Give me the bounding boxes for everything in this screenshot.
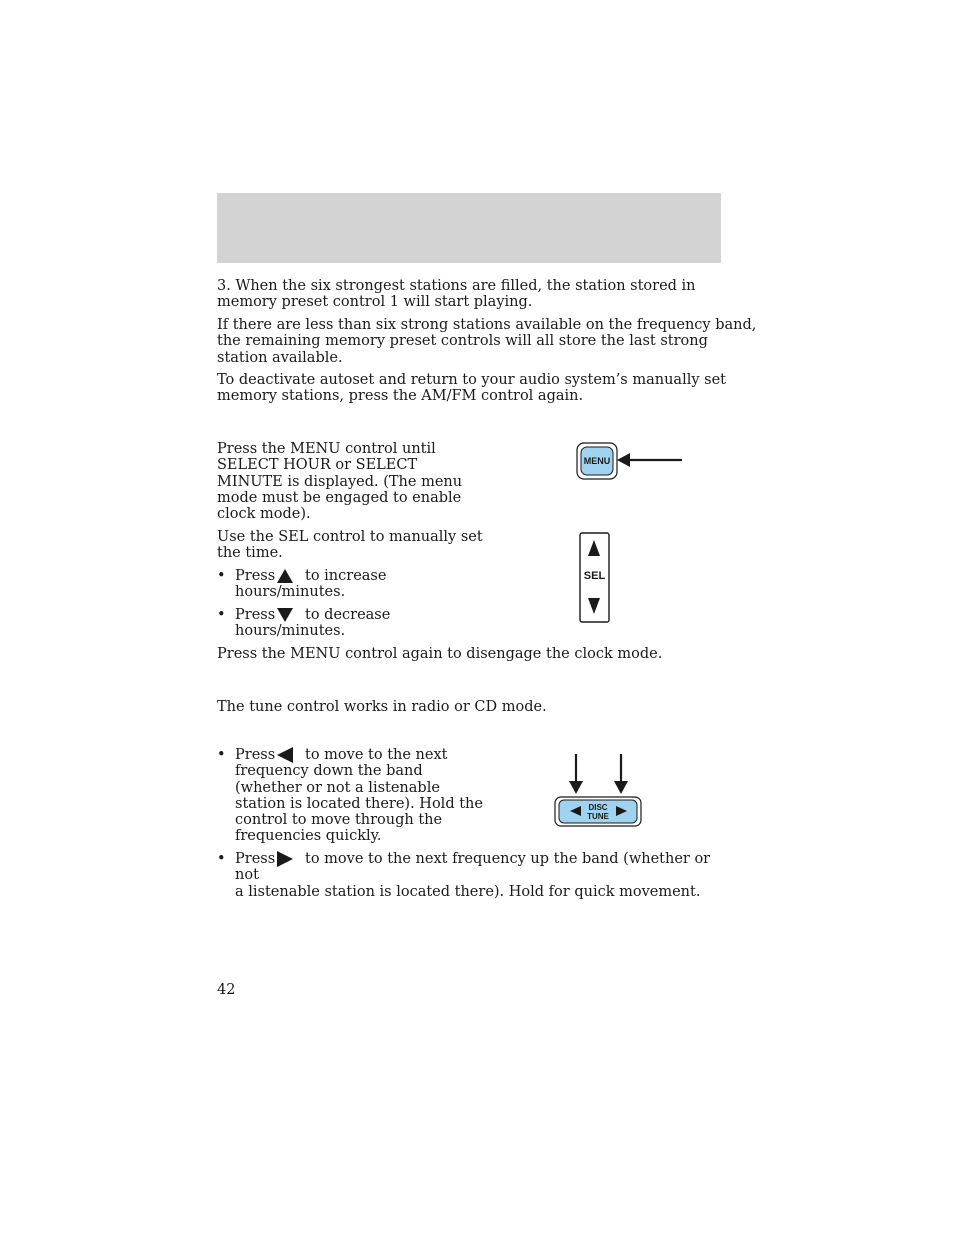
bullet-decrease-text: to decrease hours/minutes. xyxy=(235,607,391,640)
clock-sel-instruction: Use the SEL control to manually set the time. xyxy=(217,529,483,562)
sel-label: SEL xyxy=(583,570,606,582)
bullet-press-word: Press xyxy=(235,568,276,584)
menu-button-label: MENU xyxy=(583,456,611,466)
bullet-dot: • xyxy=(217,747,226,763)
bullet-dot: • xyxy=(217,851,226,867)
bullet-tune-down xyxy=(217,747,517,847)
tune-intro: The tune control works in radio or CD mode. xyxy=(217,699,547,715)
clock-menu-instruction: Press the MENU control until SELECT HOUR or SELECT MINUTE is displayed. (The menu mode must be engaged to enable clock mode). xyxy=(217,441,463,523)
bullet-tune-up xyxy=(217,851,727,900)
bullet-dot: • xyxy=(217,568,226,584)
tune-label: TUNE xyxy=(587,812,609,821)
bullet-tune-down-text: to move to the next frequency down the band (whether or not a listenable station is located there). Hold the control to move through the frequencies quickly. xyxy=(235,747,483,845)
clock-disengage-note: Press the MENU control again to disengage the clock mode. xyxy=(217,646,663,662)
bullet-decrease xyxy=(217,607,497,641)
disc-label: DISC xyxy=(588,803,608,812)
bullet-increase-text: to increase hours/minutes. xyxy=(235,568,387,601)
bullet-increase xyxy=(217,568,497,602)
autoset-step-3: 3. When the six strongest stations are filled, the station stored in memory preset control 1 will start playing. xyxy=(217,278,696,311)
bullet-press-word: Press xyxy=(235,607,276,623)
sel-control-figure xyxy=(577,530,613,626)
bullet-press-word: Press xyxy=(235,851,276,867)
menu-button-figure xyxy=(570,440,690,484)
autoset-fewer-stations-note: If there are less than six strong stations available on the frequency band, the remaining memory preset controls will all store the last strong station available. xyxy=(217,317,757,366)
bullet-tune-up-text: to move to the next frequency up the band (whether or not a listenable station is located there). Hold for quick movement. xyxy=(235,851,711,900)
left-arrow-icon xyxy=(617,453,630,467)
section-header-band xyxy=(217,193,721,263)
down-arrow-icon xyxy=(569,781,583,794)
disc-tune-figure xyxy=(553,752,645,828)
down-arrow-icon xyxy=(614,781,628,794)
page-number: 42 xyxy=(217,982,236,998)
bullet-dot: • xyxy=(217,607,226,623)
bullet-press-word: Press xyxy=(235,747,276,763)
autoset-deactivate-note: To deactivate autoset and return to your audio system’s manually set memory stations, press the AM/FM control again. xyxy=(217,372,727,405)
